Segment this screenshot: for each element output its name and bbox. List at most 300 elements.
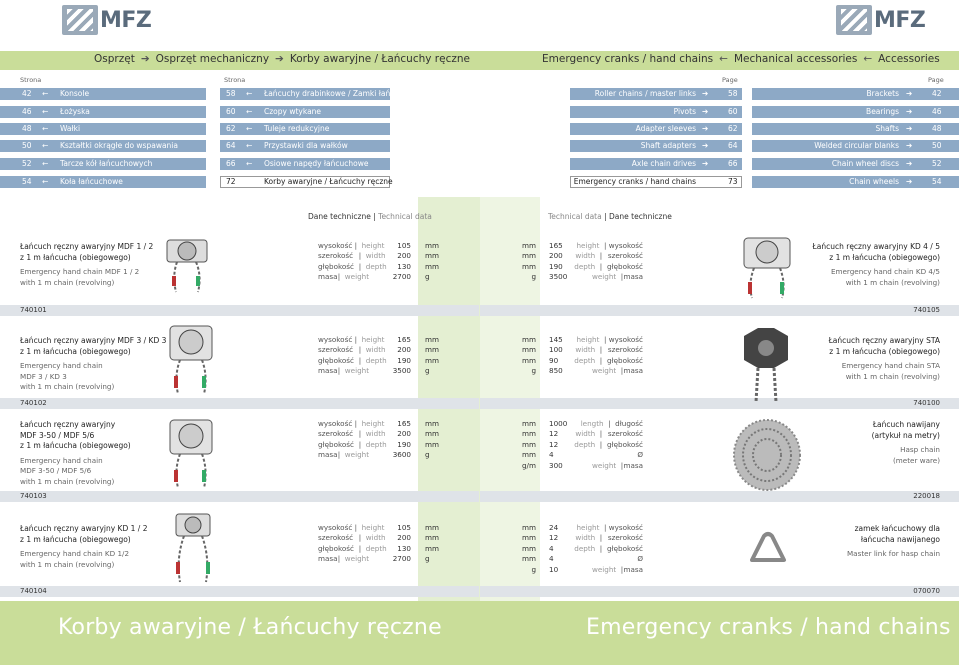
spec-separator: | <box>603 335 607 344</box>
spec-value: 105 <box>397 523 411 532</box>
breadcrumb-item[interactable]: Mechanical accessories <box>733 53 858 65</box>
spec-unit: mm <box>521 429 536 439</box>
spec-separator: | <box>358 251 362 261</box>
index-page-number: 73 <box>728 177 738 186</box>
spec-label-pl: głębokość <box>607 543 643 553</box>
spec-value: 4 <box>549 543 554 553</box>
index-label: Chain wheel discs <box>831 159 899 168</box>
spec-value: 130 <box>397 261 411 271</box>
index-row[interactable] <box>570 106 742 118</box>
article-code-bar: 740100 <box>480 398 959 409</box>
index-page-number: 66 <box>226 159 236 168</box>
spec-separator: | <box>358 345 362 355</box>
index-page-number: 58 <box>226 89 236 98</box>
spec-label-pl: szerokość <box>318 251 354 261</box>
spec-label-en: length <box>580 419 604 428</box>
spec-unit: mm <box>425 345 440 355</box>
arrow-right-icon: ➔ <box>702 124 709 133</box>
index-page-number: 52 <box>22 159 32 168</box>
spec-value: 3500 <box>549 272 568 282</box>
spec-separator: | <box>599 345 603 355</box>
article-code-bar: 740101 <box>0 305 479 316</box>
logo-left <box>62 4 151 36</box>
index-page-number: 42 <box>22 89 32 98</box>
arrow-right-icon: ➔ <box>702 107 709 116</box>
spec-label-en: weight <box>344 272 370 282</box>
hand-chain-product-image <box>162 512 224 584</box>
arrow-left-icon: ← <box>719 53 728 65</box>
spec-label-en: width <box>365 251 386 261</box>
spec-unit: g <box>425 450 430 460</box>
arrow-right-icon: ➔ <box>906 159 913 168</box>
arrow-left-icon: ← <box>42 124 49 133</box>
spec-label-en: weight <box>591 460 617 470</box>
article-code-bar: 740103 <box>0 491 479 502</box>
spec-value: 145 <box>549 335 563 344</box>
product-subtitle: MDF 3-50 / MDF 5/6 <box>20 466 92 475</box>
product-subtitle: Emergency hand chain <box>20 361 103 370</box>
spec-unit: g <box>531 366 536 376</box>
logo-text: MFZ <box>100 7 152 33</box>
index-page-number: 66 <box>728 159 738 168</box>
spec-separator: | <box>599 533 603 543</box>
spec-label-pl: wysokość <box>318 241 353 250</box>
spec-separator: | <box>620 272 624 282</box>
spec-separator: | <box>620 564 624 574</box>
spec-value: 165 <box>397 419 411 428</box>
hand-chain-product-image <box>162 324 224 396</box>
spec-label-en: weight <box>344 450 370 460</box>
index-label: Shaft adapters <box>640 141 696 150</box>
index-label: Bearings <box>866 107 899 116</box>
index-label: Łańcuchy drabinkowe / Zamki łańcuchowe <box>264 89 424 98</box>
spec-label-en: height <box>361 523 385 532</box>
spec-unit: mm <box>521 261 536 271</box>
index-page-number: 58 <box>728 89 738 98</box>
arrow-right-icon: ➔ <box>906 89 913 98</box>
product-subtitle: Master link for hasp chain <box>846 549 940 558</box>
spec-separator: | <box>358 355 362 365</box>
spec-label-pl: masa <box>318 450 338 460</box>
spec-label-pl: głębokość <box>607 261 643 271</box>
spec-label-en: weight <box>591 272 617 282</box>
arrow-left-icon: ← <box>246 107 253 116</box>
product-title: z 1 m łańcucha (obiegowego) <box>20 534 131 544</box>
spec-value: 200 <box>397 533 411 543</box>
index-label: Roller chains / master links <box>594 89 696 98</box>
index-page-number: 50 <box>22 141 32 150</box>
spec-label-en: depth <box>365 543 387 553</box>
spec-value: 1000 <box>549 419 568 428</box>
spec-unit: mm <box>425 355 440 365</box>
product-title: zamek łańcuchowy dla <box>854 524 940 533</box>
spec-value: 300 <box>549 460 563 470</box>
spec-unit: g <box>425 272 430 282</box>
footer-band <box>0 601 959 665</box>
spec-unit: mm <box>425 419 440 428</box>
spec-unit: mm <box>521 251 536 261</box>
spec-label-pl: Ø <box>637 554 643 564</box>
product-subtitle: with 1 m chain (revolving) <box>20 382 115 391</box>
spec-label-pl: szerokość <box>607 429 643 439</box>
index-page-number: 42 <box>932 89 942 98</box>
spec-unit: mm <box>425 429 440 439</box>
product-title: Łańcuch ręczny awaryjny STA <box>828 336 940 345</box>
spec-separator: | <box>599 261 603 271</box>
index-label: Emergency cranks / hand chains <box>573 177 696 186</box>
index-page-number: 54 <box>22 177 32 186</box>
product-title: Łańcuch ręczny awaryjny MDF 1 / 2 <box>20 242 154 251</box>
spec-label-en: depth <box>574 355 596 365</box>
spec-separator: | <box>603 241 607 250</box>
index-page-number: 48 <box>22 124 32 133</box>
index-label: Axle chain drives <box>631 159 696 168</box>
spec-label-pl: masa <box>623 460 643 470</box>
master-link-image <box>746 530 790 564</box>
hand-chain-product-image <box>162 418 224 490</box>
breadcrumb-item[interactable]: Osprzęt <box>94 53 135 65</box>
spec-label-en: width <box>365 345 386 355</box>
spec-label-en: weight <box>591 564 617 574</box>
spec-unit: mm <box>521 241 536 250</box>
spec-label-pl: szerokość <box>318 429 354 439</box>
spec-label-en: depth <box>365 355 387 365</box>
spec-unit: mm <box>521 419 536 428</box>
spec-label-pl: wysokość <box>318 523 353 532</box>
spec-label-pl: długość <box>615 419 643 428</box>
spec-label-en: width <box>365 533 386 543</box>
product-title: Łańcuch nawijany <box>872 420 940 429</box>
spec-label-en: depth <box>365 261 387 271</box>
breadcrumb-right <box>542 53 940 65</box>
spec-label-pl: masa <box>623 366 643 376</box>
spec-value: 90 <box>549 355 559 365</box>
spec-separator: | <box>599 251 603 261</box>
mfz-logo-icon <box>62 5 98 35</box>
spec-unit: mm <box>425 335 440 344</box>
spec-value: 190 <box>549 261 563 271</box>
spec-unit: mm <box>425 251 440 261</box>
spec-value: 850 <box>549 366 563 376</box>
spec-separator: | <box>337 450 341 460</box>
spec-label-en: depth <box>574 543 596 553</box>
spec-label-pl: głębokość <box>318 439 354 449</box>
arrow-left-icon: ← <box>42 141 49 150</box>
product-title: z 1 m łańcucha (obiegowego) <box>829 252 940 262</box>
hand-chain-product-image <box>738 236 800 300</box>
spec-unit: mm <box>425 543 440 553</box>
hand-chain-product-image <box>162 236 224 296</box>
product-title: Łańcuch ręczny awaryjny KD 4 / 5 <box>812 242 940 251</box>
index-label: Wałki <box>60 124 81 133</box>
spec-separator: | <box>599 543 603 553</box>
index-row[interactable] <box>752 123 959 135</box>
index-page-number: 46 <box>932 107 942 116</box>
product-title: z 1 m łańcucha (obiegowego) <box>829 346 940 356</box>
index-page-number: 46 <box>22 107 32 116</box>
article-code-bar: 070070 <box>480 586 959 597</box>
index-page-number: 64 <box>226 141 236 150</box>
spec-separator: | <box>358 429 362 439</box>
spec-label-en: width <box>575 533 596 543</box>
index-label: Pivots <box>673 107 696 116</box>
spec-label-en: height <box>361 419 385 428</box>
spec-value: 24 <box>549 523 559 532</box>
arrow-left-icon: ← <box>246 124 253 133</box>
product-title: Łańcuch ręczny awaryjny MDF 3 / KD 3 <box>20 336 167 345</box>
column-header: Page <box>928 76 944 84</box>
product-subtitle: MDF 3 / KD 3 <box>20 371 67 381</box>
column-header: Strona <box>224 76 246 84</box>
spec-label-pl: szerokość <box>607 251 643 261</box>
product-title: (artykuł na metry) <box>871 430 940 440</box>
spec-unit: mm <box>425 523 440 532</box>
spec-unit: mm <box>521 345 536 355</box>
spec-separator: | <box>337 554 341 564</box>
index-page-number: 64 <box>728 141 738 150</box>
product-subtitle: Emergency hand chain STA <box>841 361 940 370</box>
product-subtitle: with 1 m chain (revolving) <box>845 371 940 381</box>
index-page-number: 62 <box>226 124 236 133</box>
spec-label-en: width <box>575 345 596 355</box>
spec-label-en: width <box>575 251 596 261</box>
sta-chain-product-image <box>738 326 794 404</box>
spec-unit: mm <box>425 241 440 250</box>
spec-label-pl: głębokość <box>607 439 643 449</box>
spec-label-en: height <box>361 241 385 250</box>
arrow-right-icon: ➔ <box>702 141 709 150</box>
spec-unit: mm <box>521 450 536 460</box>
spec-label-en: weight <box>591 366 617 376</box>
index-label: Chain wheels <box>849 177 899 186</box>
arrow-right-icon: ➔ <box>906 141 913 150</box>
spec-label-en: depth <box>365 439 387 449</box>
spec-value: 10 <box>549 564 559 574</box>
spec-value: 200 <box>397 429 411 439</box>
arrow-right-icon: ➔ <box>275 53 284 65</box>
spec-unit: mm <box>521 554 536 564</box>
index-label: Kształtki okrągłe do wspawania <box>60 141 178 150</box>
spec-label-pl: wysokość <box>318 335 353 344</box>
spec-separator: | <box>354 523 358 532</box>
spec-value: 3600 <box>392 450 411 460</box>
spec-value: 105 <box>397 241 411 250</box>
arrow-left-icon: ← <box>246 159 253 168</box>
spec-value: 165 <box>397 335 411 344</box>
article-code-bar: 220018 <box>480 491 959 502</box>
spec-unit: mm <box>425 533 440 543</box>
spec-label-pl: głębokość <box>318 543 354 553</box>
spec-label-pl: masa <box>623 272 643 282</box>
index-label: Welded circular blanks <box>814 141 899 150</box>
index-page-number: 60 <box>728 107 738 116</box>
spec-value: 200 <box>397 345 411 355</box>
tech-data-header-left: Dane techniczne | Technical data <box>308 212 432 221</box>
spec-label-pl: wysokość <box>608 335 643 344</box>
spec-label-en: height <box>361 335 385 344</box>
spec-value: 130 <box>397 543 411 553</box>
index-label: Konsole <box>60 89 90 98</box>
spec-label-en: depth <box>574 261 596 271</box>
index-label: Adapter sleeves <box>635 124 696 133</box>
index-label: Osiowe napędy łańcuchowe <box>264 159 369 168</box>
spec-separator: | <box>620 366 624 376</box>
spec-separator: | <box>358 261 362 271</box>
index-row[interactable] <box>752 88 959 100</box>
spec-label-pl: masa <box>318 272 338 282</box>
spec-unit: mm <box>521 543 536 553</box>
hasp-chain-coil-image <box>732 418 802 492</box>
footer-title-left: Korby awaryjne / Łańcuchy ręczne <box>58 615 442 640</box>
product-subtitle: (meter ware) <box>892 455 940 465</box>
column-header: Strona <box>20 76 42 84</box>
spec-separator: | <box>354 241 358 250</box>
spec-value: 200 <box>397 251 411 261</box>
spec-unit: mm <box>521 355 536 365</box>
spec-value: 4 <box>549 450 554 460</box>
arrow-left-icon: ← <box>246 141 253 150</box>
spec-unit: mm <box>425 261 440 271</box>
index-page-number: 52 <box>932 159 942 168</box>
index-page-number: 50 <box>932 141 942 150</box>
footer-title-right: Emergency cranks / hand chains <box>586 615 951 640</box>
index-label: Przystawki dla wałków <box>264 141 348 150</box>
spec-unit: g/m <box>522 460 536 470</box>
product-subtitle: Emergency hand chain MDF 1 / 2 <box>20 267 140 276</box>
product-subtitle: Emergency hand chain KD 1/2 <box>20 549 130 558</box>
article-code-bar: 740102 <box>0 398 479 409</box>
breadcrumb-item[interactable]: Accessories <box>878 53 940 65</box>
logo-right <box>836 4 925 36</box>
arrow-right-icon: ➔ <box>906 124 913 133</box>
spec-unit: g <box>425 366 430 376</box>
arrow-left-icon: ← <box>42 177 49 186</box>
spec-label-en: weight <box>344 366 370 376</box>
breadcrumb-item[interactable]: Emergency cranks / hand chains <box>542 53 714 65</box>
product-subtitle: Hasp chain <box>900 445 940 454</box>
product-subtitle: with 1 m chain (revolving) <box>845 277 940 287</box>
spec-label-pl: Ø <box>637 450 643 460</box>
spec-separator: | <box>620 460 624 470</box>
spec-separator: | <box>599 439 603 449</box>
spec-value: 200 <box>549 251 563 261</box>
product-title: MDF 3-50 / MDF 5/6 <box>20 430 95 440</box>
spec-separator: | <box>354 335 358 344</box>
spec-value: 4 <box>549 554 554 564</box>
arrow-left-icon: ← <box>42 89 49 98</box>
spec-label-pl: wysokość <box>318 419 353 428</box>
product-subtitle: with 1 m chain (revolving) <box>20 559 115 569</box>
spec-value: 190 <box>397 355 411 365</box>
index-label: Łożyska <box>60 107 90 116</box>
product-title: Łańcuch ręczny awaryjny <box>20 420 116 429</box>
index-row[interactable] <box>752 106 959 118</box>
spec-label-en: weight <box>344 554 370 564</box>
breadcrumb-item[interactable]: Osprzęt mechaniczny <box>155 53 270 65</box>
spec-value: 2700 <box>392 554 411 564</box>
product-title: z 1 m łańcucha (obiegowego) <box>20 252 131 262</box>
breadcrumb-item[interactable]: Korby awaryjne / Łańcuchy ręczne <box>289 53 470 65</box>
product-title: z 1 m łańcucha (obiegowego) <box>20 346 131 356</box>
spec-label-pl: masa <box>318 366 338 376</box>
spec-value: 100 <box>549 345 563 355</box>
spec-separator: | <box>337 366 341 376</box>
tech-data-header-right: Technical data | Dane techniczne <box>548 212 672 221</box>
article-code-bar: 740105 <box>480 305 959 316</box>
spec-label-pl: głębokość <box>318 355 354 365</box>
index-label: Koła łańcuchowe <box>60 177 123 186</box>
index-label: Shafts <box>875 124 899 133</box>
arrow-left-icon: ← <box>42 107 49 116</box>
column-header: Page <box>722 76 738 84</box>
spec-label-en: width <box>575 429 596 439</box>
spec-value: 12 <box>549 439 559 449</box>
arrow-right-icon: ➔ <box>702 89 709 98</box>
index-page-number: 62 <box>728 124 738 133</box>
breadcrumb-left <box>94 53 470 65</box>
index-page-number: 48 <box>932 124 942 133</box>
spec-label-en: height <box>576 335 600 344</box>
arrow-left-icon: ← <box>42 159 49 168</box>
spec-separator: | <box>599 429 603 439</box>
spec-unit: g <box>531 272 536 282</box>
spec-label-pl: szerokość <box>607 345 643 355</box>
spec-value: 2700 <box>392 272 411 282</box>
arrow-right-icon: ➔ <box>702 159 709 168</box>
arrow-left-icon: ← <box>863 53 873 65</box>
index-label: Korby awaryjne / Łańcuchy ręczne <box>264 177 393 186</box>
product-title: z 1 m łańcucha (obiegowego) <box>20 441 131 450</box>
index-label: Brackets <box>866 89 899 98</box>
spec-label-en: height <box>576 241 600 250</box>
spec-label-pl: wysokość <box>608 241 643 250</box>
spec-value: 165 <box>549 241 563 250</box>
spec-separator: | <box>354 419 358 428</box>
product-subtitle: Emergency hand chain <box>20 455 103 465</box>
spec-label-pl: głębokość <box>318 261 354 271</box>
spec-unit: g <box>425 554 430 564</box>
spec-label-en: depth <box>574 439 596 449</box>
spec-unit: mm <box>425 439 440 449</box>
spec-label-en: height <box>576 523 600 532</box>
spec-separator: | <box>603 523 607 532</box>
spec-label-pl: szerokość <box>318 533 354 543</box>
index-page-number: 72 <box>226 177 236 186</box>
product-subtitle: with 1 m chain (revolving) <box>20 476 115 486</box>
mfz-logo-icon <box>836 5 872 35</box>
article-code-bar: 740104 <box>0 586 479 597</box>
spec-separator: | <box>337 272 341 282</box>
spec-value: 190 <box>397 439 411 449</box>
product-title: łańcucha nawijanego <box>860 534 940 544</box>
spec-label-pl: głębokość <box>607 355 643 365</box>
arrow-right-icon: ➔ <box>906 107 913 116</box>
product-title: Łańcuch ręczny awaryjny KD 1 / 2 <box>20 524 148 533</box>
spec-value: 12 <box>549 429 559 439</box>
spec-value: 3500 <box>392 366 411 376</box>
spec-unit: mm <box>521 439 536 449</box>
spec-separator: | <box>358 439 362 449</box>
arrow-right-icon: ➔ <box>140 53 150 65</box>
spec-label-pl: masa <box>318 554 338 564</box>
spec-separator: | <box>358 533 362 543</box>
product-subtitle: Emergency hand chain KD 4/5 <box>830 267 940 276</box>
spec-unit: g <box>531 564 536 574</box>
index-label: Tuleje redukcyjne <box>264 124 330 133</box>
logo-text: MFZ <box>874 7 926 33</box>
arrow-right-icon: ➔ <box>906 177 913 186</box>
spec-separator: | <box>608 419 611 428</box>
